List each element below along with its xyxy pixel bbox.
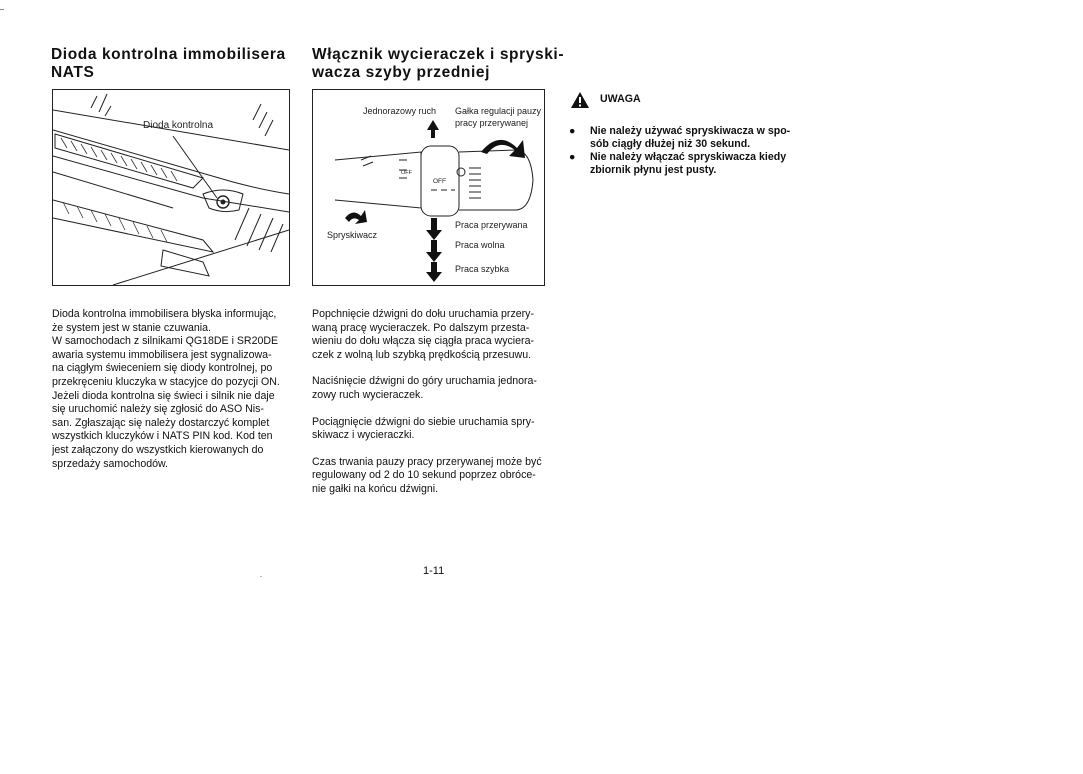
heading-line: NATS	[51, 64, 95, 81]
warning-item	[569, 125, 829, 151]
middle-body-text	[312, 308, 557, 510]
washer-label: Spryskiwacz	[327, 230, 378, 240]
heading-line: Dioda kontrolna immobilisera	[51, 46, 286, 63]
text-line: Naciśnięcie dźwigni do góry uruchamia jednora-	[312, 375, 537, 388]
text-line: waną pracę wycieraczek. Po dalszym przesta-	[312, 321, 530, 334]
text-line: regulowany od 2 do 10 sekund poprzez obróce-	[312, 469, 536, 482]
text-line: Jeżeli dioda kontrolna się świeci i silnik nie daje	[52, 389, 275, 402]
text-line: wszystkich kluczyków i NATS PIN kod. Kod ten	[52, 430, 273, 443]
text-line: przekręceniu kluczyka w stacyjce do pozycji ON.	[52, 375, 280, 388]
text-line: sprzedaży samochodów.	[52, 457, 169, 470]
page-number: 1-11	[423, 565, 445, 577]
indicator-label: Dioda kontrolna	[143, 120, 214, 131]
fast-label: Praca szybka	[455, 264, 510, 274]
heading-line: Włącznik wycieraczek i spryski-	[312, 46, 565, 63]
text-line: Nie należy włączać spryskiwacza kiedy	[590, 151, 787, 163]
slow-label: Praca wolna	[455, 240, 505, 250]
heading-line: wacza szyby przedniej	[312, 64, 490, 81]
paragraph	[312, 416, 557, 443]
paragraph	[52, 308, 294, 471]
knob-label-line: pracy przerywanej	[455, 118, 529, 128]
intermittent-label: Praca przerywana	[455, 220, 528, 230]
bullet-icon: ●	[569, 151, 576, 163]
text-line: nie gałki na końcu dźwigni.	[312, 482, 439, 495]
left-body-text	[52, 308, 294, 484]
paragraph	[312, 308, 557, 362]
text-line: skiwacz i wycieraczki.	[312, 429, 415, 442]
off-small-label: OFF	[401, 170, 412, 176]
text-line: Popchnięcie dźwigni do dołu uruchamia przery-	[312, 308, 534, 320]
text-line: się uruchomić należy się zgłosić do ASO Nis-	[52, 403, 264, 416]
left-section-heading	[51, 46, 286, 82]
bullet-icon: ●	[569, 125, 576, 137]
text-line: że system jest w stanie czuwania.	[52, 321, 211, 334]
text-line: Nie należy używać spryskiwacza w spo-	[590, 125, 791, 137]
text-line: zbiornik płynu jest pusty.	[590, 164, 717, 176]
off-knob-label: OFF	[433, 178, 446, 185]
knob-label-line: Gałka regulacji pauzy	[455, 106, 542, 116]
text-line: W samochodach z silnikami QG18DE i SR20DE	[52, 335, 279, 348]
text-line: san. Zgłaszając się należy dostarczyć komplet	[52, 416, 270, 429]
text-line: awaria systemu immobilisera jest sygnalizowa-	[52, 348, 272, 361]
text-line: na ciągłym świeceniem się diody kontrolnej, po	[52, 362, 273, 375]
text-line: Pociągnięcie dźwigni do siebie uruchamia spry-	[312, 415, 535, 428]
paragraph	[312, 456, 557, 497]
text-line: zowy ruch wycieraczek.	[312, 388, 424, 401]
text-line: Czas trwania pauzy pracy przerywanej może być	[312, 455, 542, 468]
warning-list	[569, 125, 829, 177]
warning-triangle-icon	[570, 91, 590, 109]
text-line: Dioda kontrolna immobilisera błyska informując,	[52, 308, 277, 320]
warning-title: UWAGA	[600, 93, 641, 105]
text-line: sób ciągły dłużej niż 30 sekund.	[590, 138, 751, 150]
warning-header	[570, 91, 770, 111]
warning-item	[569, 151, 829, 177]
scan-mark	[0, 9, 4, 10]
wiper-switch-figure	[312, 89, 545, 286]
paragraph	[312, 375, 557, 402]
text-line: czek z wolną lub szybką prędkością przesuwu.	[312, 348, 532, 361]
single-motion-label: Jednorazowy ruch	[363, 106, 437, 116]
middle-section-heading	[312, 46, 564, 82]
immobiliser-indicator-figure	[52, 89, 290, 286]
scan-mark	[260, 576, 262, 577]
text-line: wieniu do dołu włącza się ciągła praca wyciera-	[312, 335, 534, 348]
text-line: jest załączony do wszystkich kierowanych do	[52, 443, 264, 456]
